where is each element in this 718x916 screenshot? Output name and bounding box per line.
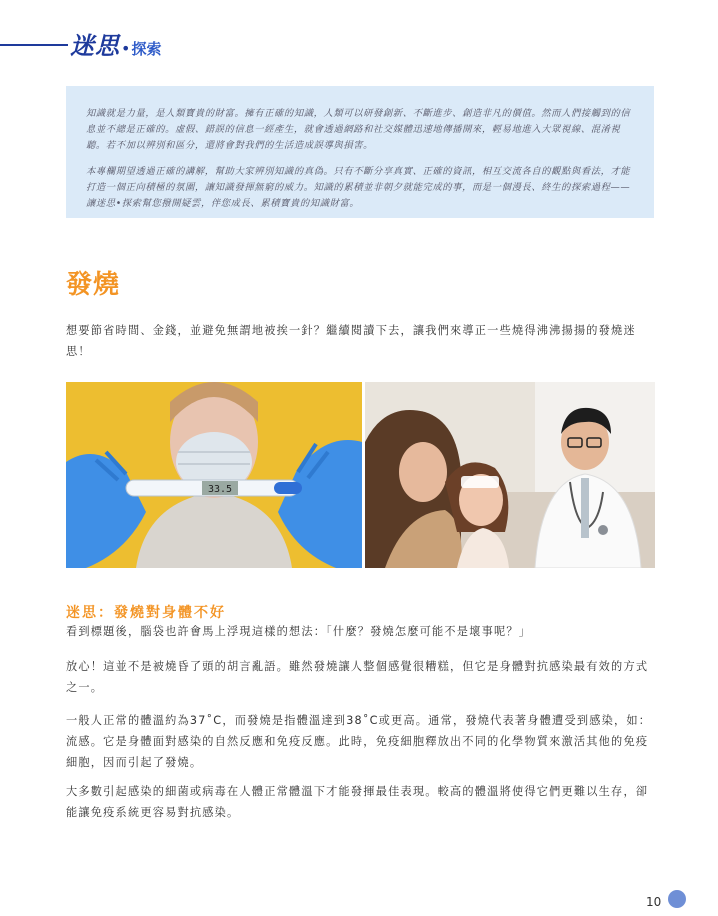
myth-paragraph-1: 看到標題後，腦袋也許會馬上浮現這樣的想法：「什麼？發燒怎麼可能不是壞事呢？」	[66, 625, 532, 638]
thermometer-reading: 33.5	[207, 484, 233, 495]
logo-subtitle: 探索	[131, 40, 162, 58]
myth-heading: 迷思：發燒對身體不好	[66, 605, 226, 621]
thermometer-illustration	[66, 382, 362, 568]
intro-box	[66, 86, 654, 218]
logo-dot: •	[121, 39, 131, 58]
myth-paragraph-3: 一般人正常的體溫約為37˚C，而發燒是指體溫達到38˚C或更高。通常，發燒代表著身體遭受到感染，如：流感。它是身體面對感染的自然反應和免疫反應。此時，免疫細胞釋放出不同的化學物質來激活其他的免疫細胞，因而引起了發燒。	[66, 714, 652, 769]
page-number: 10	[646, 895, 662, 909]
myth-paragraph-2: 放心！這並不是被燒昏了頭的胡言亂語。雖然發燒讓人整個感覺很糟糕，但它是身體對抗感染最有效的方式之一。	[66, 660, 649, 694]
intro-paragraph-2: 本專欄期望透過正確的講解，幫助大家辨別知識的真偽。只有不斷分享真實、正確的資訊，相互交流各自的觀點與看法，才能打造一個正向積極的氛圍，讓知識發揮無窮的威力。知識的累積並非朝夕就能完成的事，而是一個漫長、終生的探索過程——讓迷思•探索幫您撥開疑雲，伴您成長、累積寶貴的知識財富。	[86, 166, 631, 209]
header-rule	[0, 44, 68, 46]
logo-title: 迷思	[70, 32, 120, 60]
myth-paragraph-4: 大多數引起感染的細菌或病毒在人體正常體溫下才能發揮最佳表現。較高的體溫將使得它們更難以生存，卻能讓免疫系統更容易對抗感染。	[66, 785, 649, 819]
doctor-visit-illustration	[365, 382, 655, 568]
doctor-visit-photo	[365, 382, 655, 568]
column-logo	[70, 26, 161, 61]
page-dot-decoration	[668, 890, 686, 908]
lead-paragraph: 想要節省時間、金錢，並避免無謂地被挨一針？繼續閱讀下去，讓我們來導正一些燒得沸沸揚揚的發燒迷思！	[66, 324, 636, 358]
thermometer-photo	[66, 382, 362, 568]
intro-paragraph-1: 知識就是力量，是人類寶貴的財富。擁有正確的知識，人類可以研發創新、不斷進步、創造非凡的價值。然而人們接觸到的信息並不總是正確的。虛假、錯誤的信息一經產生，就會透過網路和社交媒體迅速地傳播開來，輕易地進入大眾視線、混淆視聽。若不加以辨別和區分，還將會對我們的生活造成誤導與損害。	[86, 108, 631, 151]
section-title: 發燒	[66, 270, 121, 300]
